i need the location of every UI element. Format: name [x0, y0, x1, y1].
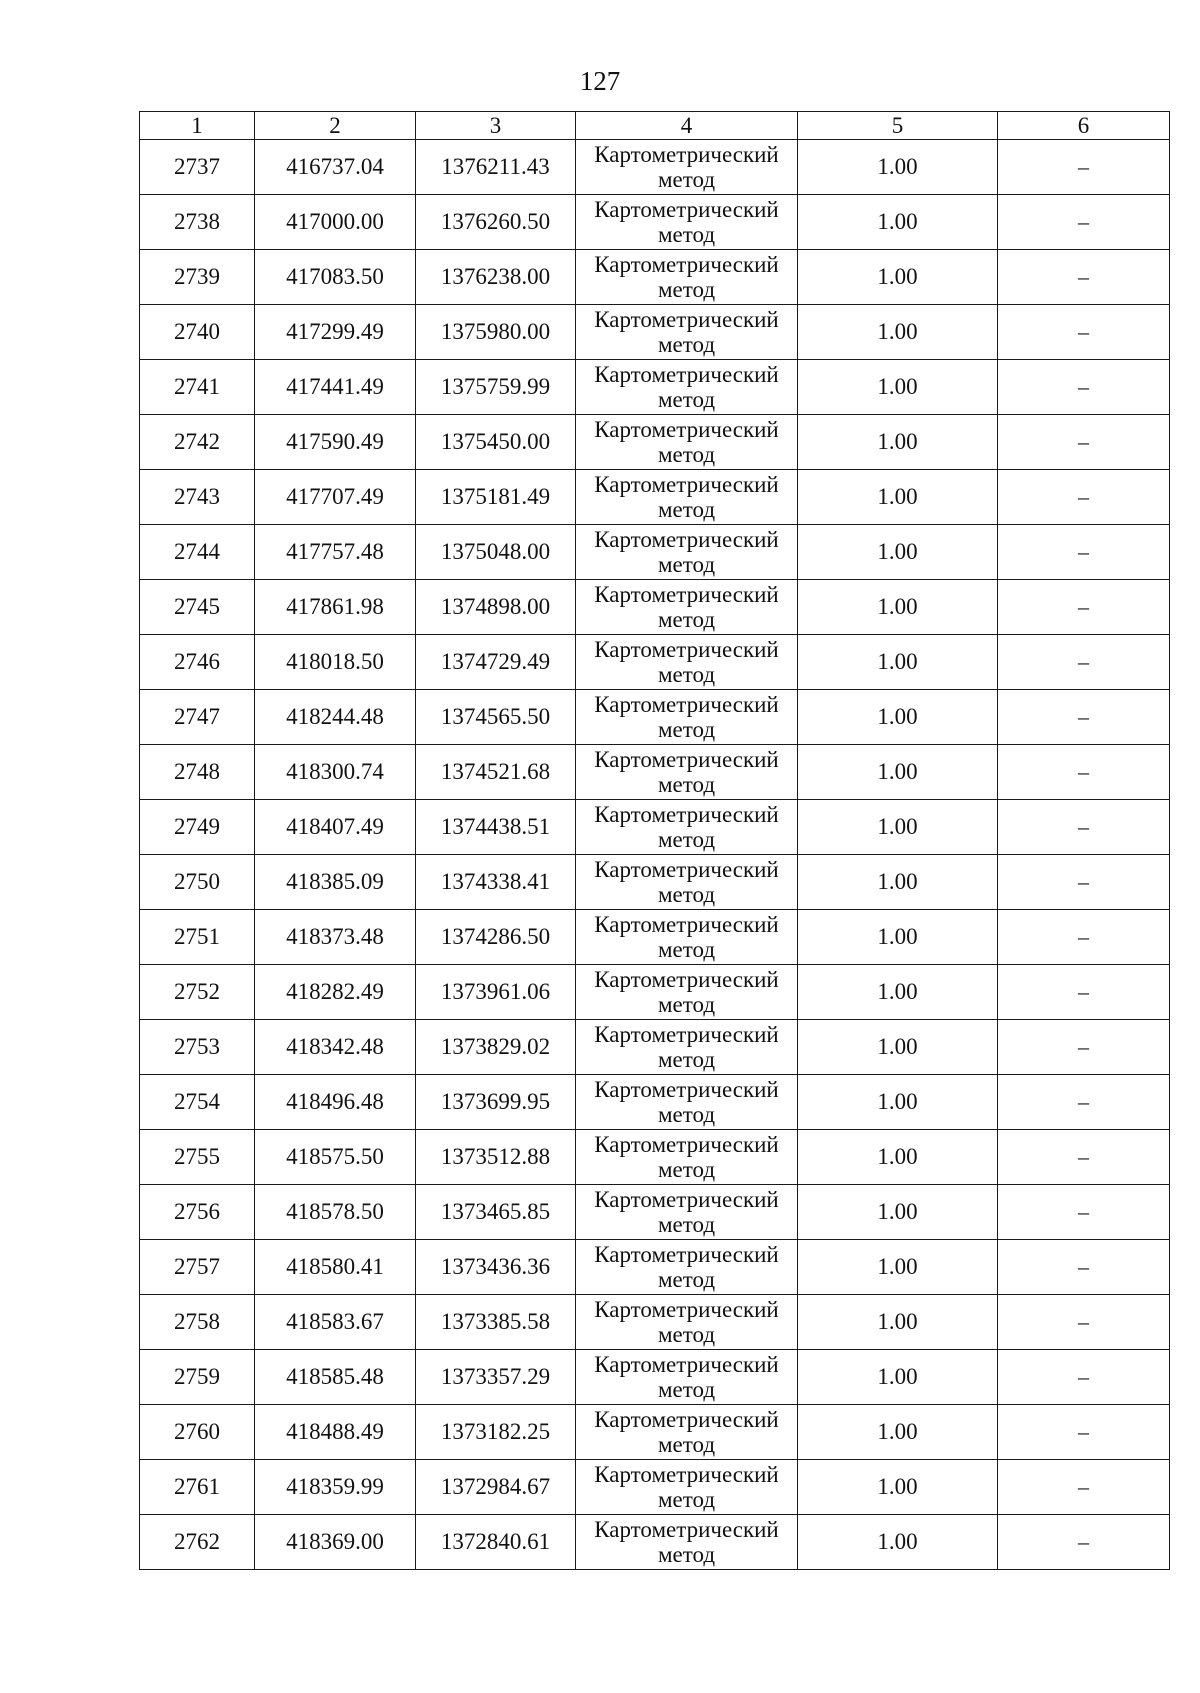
point-number-cell: 2743	[140, 470, 255, 525]
y-coordinate-cell: 1372840.61	[416, 1515, 576, 1570]
note-cell: –	[998, 305, 1170, 360]
note-cell: –	[998, 1185, 1170, 1240]
point-number-cell: 2761	[140, 1460, 255, 1515]
table-row	[140, 855, 1170, 910]
note-cell: –	[998, 635, 1170, 690]
y-coordinate-cell: 1373436.36	[416, 1240, 576, 1295]
x-coordinate-cell: 418580.41	[255, 1240, 416, 1295]
x-coordinate-cell: 418373.48	[255, 910, 416, 965]
table-row	[140, 195, 1170, 250]
table-row	[140, 305, 1170, 360]
x-coordinate-cell: 418575.50	[255, 1130, 416, 1185]
y-coordinate-cell: 1373961.06	[416, 965, 576, 1020]
accuracy-cell: 1.00	[798, 1130, 998, 1185]
note-cell: –	[998, 1405, 1170, 1460]
note-cell: –	[998, 470, 1170, 525]
table-row	[140, 1240, 1170, 1295]
method-cell: Картометрический метод	[576, 1405, 798, 1460]
y-coordinate-cell: 1373385.58	[416, 1295, 576, 1350]
table-row	[140, 140, 1170, 195]
method-cell: Картометрический метод	[576, 1075, 798, 1130]
table-header-row	[140, 112, 1170, 140]
table-row	[140, 1020, 1170, 1075]
point-number-cell: 2754	[140, 1075, 255, 1130]
accuracy-cell: 1.00	[798, 1295, 998, 1350]
point-number-cell: 2747	[140, 690, 255, 745]
note-cell: –	[998, 800, 1170, 855]
column-header: 3	[416, 112, 576, 140]
note-cell: –	[998, 745, 1170, 800]
point-number-cell: 2745	[140, 580, 255, 635]
method-cell: Картометрический метод	[576, 305, 798, 360]
point-number-cell: 2751	[140, 910, 255, 965]
x-coordinate-cell: 418407.49	[255, 800, 416, 855]
note-cell: –	[998, 525, 1170, 580]
method-cell: Картометрический метод	[576, 360, 798, 415]
point-number-cell: 2759	[140, 1350, 255, 1405]
note-cell: –	[998, 195, 1170, 250]
table-row	[140, 745, 1170, 800]
coordinates-table	[139, 111, 1170, 1570]
point-number-cell: 2744	[140, 525, 255, 580]
x-coordinate-cell: 418244.48	[255, 690, 416, 745]
point-number-cell: 2738	[140, 195, 255, 250]
accuracy-cell: 1.00	[798, 250, 998, 305]
method-cell: Картометрический метод	[576, 525, 798, 580]
point-number-cell: 2739	[140, 250, 255, 305]
y-coordinate-cell: 1374521.68	[416, 745, 576, 800]
point-number-cell: 2741	[140, 360, 255, 415]
y-coordinate-cell: 1374898.00	[416, 580, 576, 635]
note-cell: –	[998, 1515, 1170, 1570]
x-coordinate-cell: 417000.00	[255, 195, 416, 250]
column-header: 6	[998, 112, 1170, 140]
point-number-cell: 2752	[140, 965, 255, 1020]
x-coordinate-cell: 418300.74	[255, 745, 416, 800]
point-number-cell: 2748	[140, 745, 255, 800]
y-coordinate-cell: 1375450.00	[416, 415, 576, 470]
accuracy-cell: 1.00	[798, 415, 998, 470]
accuracy-cell: 1.00	[798, 140, 998, 195]
table-row	[140, 1460, 1170, 1515]
x-coordinate-cell: 418578.50	[255, 1185, 416, 1240]
method-cell: Картометрический метод	[576, 1295, 798, 1350]
method-cell: Картометрический метод	[576, 580, 798, 635]
point-number-cell: 2762	[140, 1515, 255, 1570]
note-cell: –	[998, 140, 1170, 195]
note-cell: –	[998, 690, 1170, 745]
x-coordinate-cell: 418359.99	[255, 1460, 416, 1515]
accuracy-cell: 1.00	[798, 360, 998, 415]
x-coordinate-cell: 418488.49	[255, 1405, 416, 1460]
table-row	[140, 1075, 1170, 1130]
x-coordinate-cell: 418496.48	[255, 1075, 416, 1130]
point-number-cell: 2737	[140, 140, 255, 195]
y-coordinate-cell: 1374565.50	[416, 690, 576, 745]
table-row	[140, 525, 1170, 580]
table-row	[140, 1130, 1170, 1185]
note-cell: –	[998, 415, 1170, 470]
x-coordinate-cell: 417083.50	[255, 250, 416, 305]
method-cell: Картометрический метод	[576, 1240, 798, 1295]
method-cell: Картометрический метод	[576, 1350, 798, 1405]
point-number-cell: 2755	[140, 1130, 255, 1185]
note-cell: –	[998, 1075, 1170, 1130]
method-cell: Картометрический метод	[576, 690, 798, 745]
y-coordinate-cell: 1376238.00	[416, 250, 576, 305]
note-cell: –	[998, 1130, 1170, 1185]
note-cell: –	[998, 965, 1170, 1020]
column-header: 5	[798, 112, 998, 140]
point-number-cell: 2756	[140, 1185, 255, 1240]
y-coordinate-cell: 1376211.43	[416, 140, 576, 195]
x-coordinate-cell: 417441.49	[255, 360, 416, 415]
table-row	[140, 965, 1170, 1020]
method-cell: Картометрический метод	[576, 195, 798, 250]
y-coordinate-cell: 1374729.49	[416, 635, 576, 690]
method-cell: Картометрический метод	[576, 250, 798, 305]
accuracy-cell: 1.00	[798, 855, 998, 910]
x-coordinate-cell: 417299.49	[255, 305, 416, 360]
note-cell: –	[998, 1460, 1170, 1515]
note-cell: –	[998, 1240, 1170, 1295]
method-cell: Картометрический метод	[576, 1020, 798, 1075]
table-row	[140, 635, 1170, 690]
table-row	[140, 1295, 1170, 1350]
column-header: 2	[255, 112, 416, 140]
accuracy-cell: 1.00	[798, 1240, 998, 1295]
method-cell: Картометрический метод	[576, 855, 798, 910]
accuracy-cell: 1.00	[798, 525, 998, 580]
table-row	[140, 580, 1170, 635]
method-cell: Картометрический метод	[576, 910, 798, 965]
accuracy-cell: 1.00	[798, 195, 998, 250]
y-coordinate-cell: 1373829.02	[416, 1020, 576, 1075]
accuracy-cell: 1.00	[798, 1185, 998, 1240]
table-row	[140, 800, 1170, 855]
x-coordinate-cell: 418282.49	[255, 965, 416, 1020]
x-coordinate-cell: 417590.49	[255, 415, 416, 470]
method-cell: Картометрический метод	[576, 1515, 798, 1570]
note-cell: –	[998, 1020, 1170, 1075]
x-coordinate-cell: 417707.49	[255, 470, 416, 525]
accuracy-cell: 1.00	[798, 635, 998, 690]
accuracy-cell: 1.00	[798, 800, 998, 855]
point-number-cell: 2760	[140, 1405, 255, 1460]
table-row	[140, 1515, 1170, 1570]
y-coordinate-cell: 1375759.99	[416, 360, 576, 415]
method-cell: Картометрический метод	[576, 1130, 798, 1185]
y-coordinate-cell: 1373699.95	[416, 1075, 576, 1130]
table-row	[140, 1185, 1170, 1240]
x-coordinate-cell: 418585.48	[255, 1350, 416, 1405]
x-coordinate-cell: 418018.50	[255, 635, 416, 690]
y-coordinate-cell: 1372984.67	[416, 1460, 576, 1515]
accuracy-cell: 1.00	[798, 1075, 998, 1130]
accuracy-cell: 1.00	[798, 1020, 998, 1075]
table-row	[140, 690, 1170, 745]
table-row	[140, 910, 1170, 965]
method-cell: Картометрический метод	[576, 745, 798, 800]
y-coordinate-cell: 1374338.41	[416, 855, 576, 910]
x-coordinate-cell: 418342.48	[255, 1020, 416, 1075]
table-row	[140, 250, 1170, 305]
table-row	[140, 415, 1170, 470]
method-cell: Картометрический метод	[576, 965, 798, 1020]
x-coordinate-cell: 418385.09	[255, 855, 416, 910]
accuracy-cell: 1.00	[798, 1350, 998, 1405]
accuracy-cell: 1.00	[798, 470, 998, 525]
note-cell: –	[998, 360, 1170, 415]
y-coordinate-cell: 1374286.50	[416, 910, 576, 965]
method-cell: Картометрический метод	[576, 140, 798, 195]
table-row	[140, 1405, 1170, 1460]
table-body	[140, 140, 1170, 1570]
note-cell: –	[998, 250, 1170, 305]
point-number-cell: 2758	[140, 1295, 255, 1350]
method-cell: Картометрический метод	[576, 635, 798, 690]
accuracy-cell: 1.00	[798, 965, 998, 1020]
method-cell: Картометрический метод	[576, 470, 798, 525]
method-cell: Картометрический метод	[576, 800, 798, 855]
point-number-cell: 2740	[140, 305, 255, 360]
point-number-cell: 2749	[140, 800, 255, 855]
x-coordinate-cell: 417861.98	[255, 580, 416, 635]
table-row	[140, 470, 1170, 525]
accuracy-cell: 1.00	[798, 690, 998, 745]
note-cell: –	[998, 1350, 1170, 1405]
y-coordinate-cell: 1375048.00	[416, 525, 576, 580]
accuracy-cell: 1.00	[798, 910, 998, 965]
table-row	[140, 1350, 1170, 1405]
note-cell: –	[998, 855, 1170, 910]
column-header: 1	[140, 112, 255, 140]
y-coordinate-cell: 1376260.50	[416, 195, 576, 250]
x-coordinate-cell: 416737.04	[255, 140, 416, 195]
accuracy-cell: 1.00	[798, 580, 998, 635]
method-cell: Картометрический метод	[576, 1185, 798, 1240]
table-row	[140, 360, 1170, 415]
point-number-cell: 2757	[140, 1240, 255, 1295]
point-number-cell: 2742	[140, 415, 255, 470]
point-number-cell: 2750	[140, 855, 255, 910]
note-cell: –	[998, 910, 1170, 965]
y-coordinate-cell: 1373512.88	[416, 1130, 576, 1185]
y-coordinate-cell: 1375181.49	[416, 470, 576, 525]
point-number-cell: 2746	[140, 635, 255, 690]
column-header: 4	[576, 112, 798, 140]
accuracy-cell: 1.00	[798, 1405, 998, 1460]
accuracy-cell: 1.00	[798, 1460, 998, 1515]
method-cell: Картометрический метод	[576, 1460, 798, 1515]
y-coordinate-cell: 1373182.25	[416, 1405, 576, 1460]
x-coordinate-cell: 418583.67	[255, 1295, 416, 1350]
y-coordinate-cell: 1375980.00	[416, 305, 576, 360]
accuracy-cell: 1.00	[798, 1515, 998, 1570]
note-cell: –	[998, 580, 1170, 635]
accuracy-cell: 1.00	[798, 305, 998, 360]
y-coordinate-cell: 1373357.29	[416, 1350, 576, 1405]
accuracy-cell: 1.00	[798, 745, 998, 800]
note-cell: –	[998, 1295, 1170, 1350]
x-coordinate-cell: 417757.48	[255, 525, 416, 580]
page-number: 127	[579, 66, 621, 96]
y-coordinate-cell: 1373465.85	[416, 1185, 576, 1240]
method-cell: Картометрический метод	[576, 415, 798, 470]
y-coordinate-cell: 1374438.51	[416, 800, 576, 855]
point-number-cell: 2753	[140, 1020, 255, 1075]
x-coordinate-cell: 418369.00	[255, 1515, 416, 1570]
